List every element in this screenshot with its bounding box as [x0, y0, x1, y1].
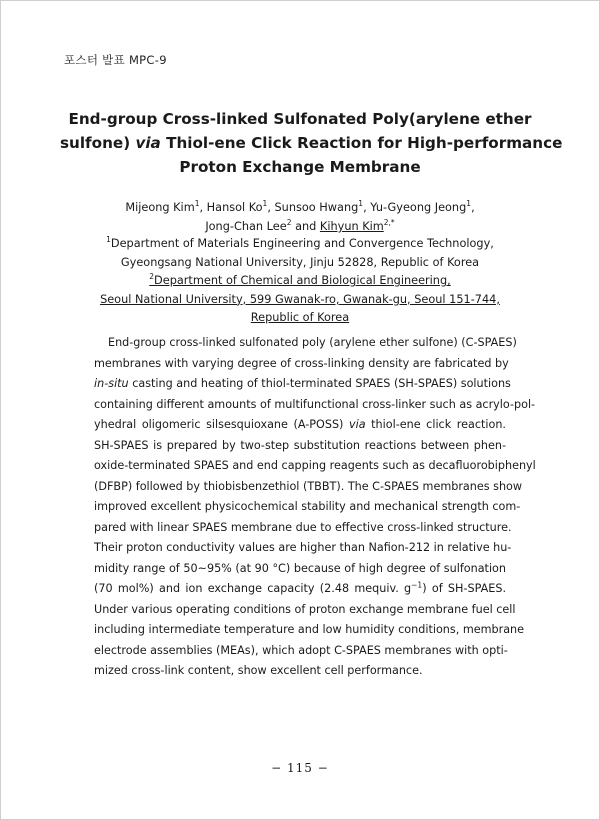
abstract-line: Under various operating conditions of proton exchange membrane fuel cell [94, 602, 516, 616]
author-name: Yu-Gyeong Jeong [370, 201, 467, 214]
author-line-1: Mijeong Kim$^1$, Hansol Ko$^1$, Sunsoo Hwang$^1$, Yu-Gyeong Jeong$^1$, [125, 199, 475, 214]
abstract-line: containing different amounts of multifunctional cross-linker such as acrylo-pol- [94, 397, 536, 411]
author-line-2: Jong-Chan Lee$^2$ and Kihyun Kim$^{2,*}$ [205, 218, 395, 233]
abstract-line: in-situ casting and heating of thiol-terminated SPAES (SH-SPAES) solutions [94, 377, 511, 390]
affiliation-2-line-1: $^2$Department of Chemical and Biological Engineering, [149, 272, 451, 288]
author-name: Sunsoo Hwang [274, 201, 359, 214]
abstract-line: Their proton conductivity values are higher than Nafion-212 in relative hu- [94, 541, 512, 554]
affiliations [60, 235, 540, 328]
abstract-body [94, 333, 536, 682]
title-line-1: End-group Cross-linked Sulfonated Poly(arylene ether [68, 110, 532, 128]
abstract-line: mized cross-link content, show excellent cell performance. [94, 664, 423, 677]
affiliation-2-line-2: Seoul National University, 599 Gwanak-ro, Gwanak-gu, Seoul 151-744, [100, 292, 500, 306]
abstract-line: pared with linear SPAES membrane due to effective cross-linked structure. [94, 520, 512, 534]
affiliation-1-line-1: $^1$Department of Materials Engineering and Convergence Technology, [106, 235, 494, 250]
abstract-line: midity range of 50~95% (at 90 °C) because of high degree of sulfonation [94, 561, 506, 575]
paper-title [60, 107, 563, 179]
abstract-line: membranes with varying degree of cross-linking density are fabricated by [94, 356, 509, 370]
affiliation-2-line-3: Republic of Korea [250, 311, 350, 325]
abstract-line: (DFBP) followed by thiobisbenzethiol (TBBT). The C-SPAES membranes show [94, 479, 523, 493]
author-list [60, 198, 540, 236]
corresponding-author: Kihyun Kim [319, 220, 384, 233]
title-line-2: sulfone) via Thiol-ene Click Reaction for High-performance [60, 134, 563, 152]
affiliation-1-line-2: Gyeongsang National University, Jinju 52828, Republic of Korea [120, 255, 480, 269]
author-name: Mijeong Kim [125, 201, 195, 214]
abstract-line: (70 mol%) and ion exchange capacity (2.48 mequiv. $g^{-1}$) of SH-SPAES. [94, 580, 506, 595]
abstract-line: SH-SPAES is prepared by two-step substitution reactions between phen- [94, 438, 506, 452]
abstract-line: End-group cross-linked sulfonated poly (arylene ether sulfone) (C-SPAES) [108, 336, 517, 349]
author-name: Jong-Chan Lee [205, 220, 287, 233]
title-line-3: Proton Exchange Membrane [179, 158, 421, 176]
abstract-line: including intermediate temperature and low humidity conditions, membrane [94, 623, 525, 636]
author-name: Hansol Ko [206, 201, 263, 214]
abstract-line: electrode assemblies (MEAs), which adopt C-SPAES membranes with opti- [94, 643, 508, 657]
page-number: − 115 − [271, 761, 329, 775]
abstract-line: improved excellent physicochemical stability and mechanical strength com- [94, 500, 521, 513]
session-label: 포스터 발표 MPC-9 [64, 53, 167, 67]
abstract-line: oxide-terminated SPAES and end capping reagents such as decafluorobiphenyl [94, 459, 536, 472]
abstract-line: yhedral oligomeric silsesquioxane (A-POSS) via thiol-ene click reaction. [94, 418, 506, 431]
